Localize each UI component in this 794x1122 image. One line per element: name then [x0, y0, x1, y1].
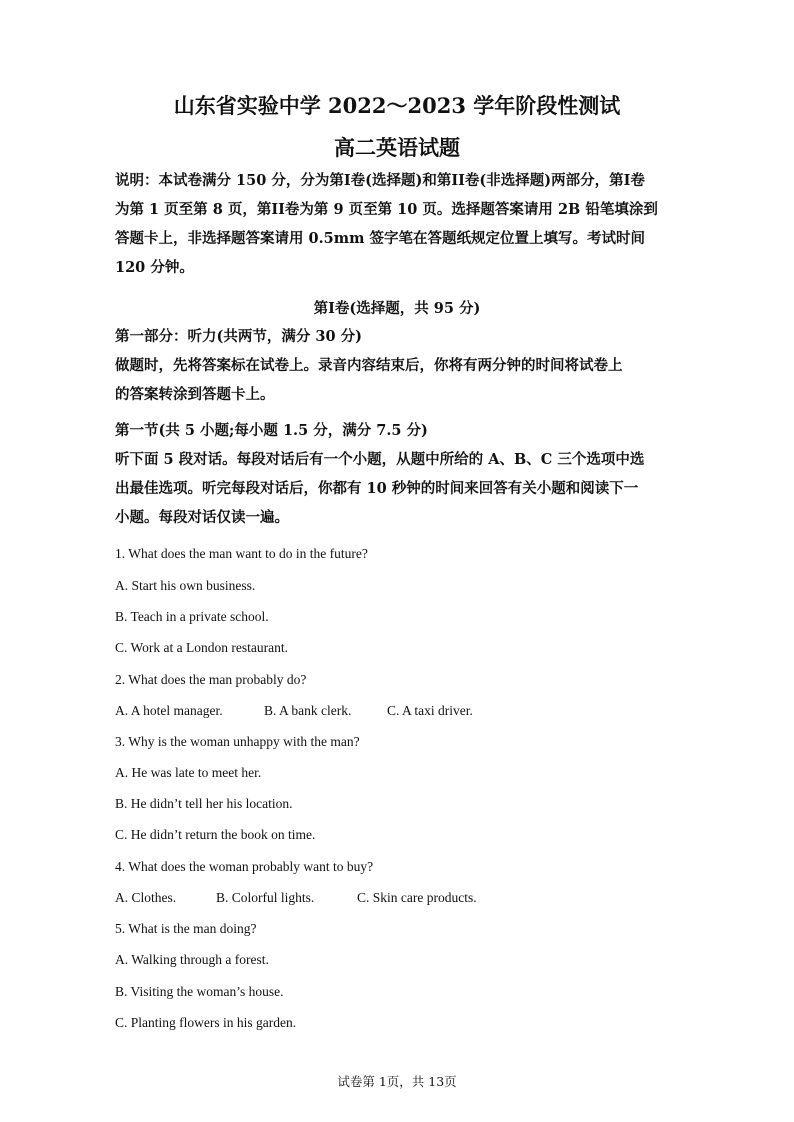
- part-description: 的答案转涂到答题卡上。: [115, 386, 275, 403]
- option-b: B. Visiting the woman’s house.: [115, 984, 284, 999]
- instructions-block: [115, 166, 685, 282]
- instructions-line: 120 分钟。: [115, 259, 194, 276]
- question-2: 2. What does the man probably do?: [115, 672, 307, 687]
- option-c: C. Work at a London restaurant.: [115, 640, 288, 655]
- option-a: A. Start his own business.: [115, 578, 256, 593]
- section-description: 小题。每段对话仅读一遍。: [115, 509, 289, 526]
- option-b: B. Teach in a private school.: [115, 609, 269, 624]
- option-c: C. He didn’t return the book on time.: [115, 827, 316, 842]
- question-5: 5. What is the man doing?: [115, 921, 257, 936]
- option-a: A. A hotel manager.: [115, 703, 223, 718]
- section-heading: 第一节(共 5 小题;每小题 1.5 分，满分 7.5 分): [115, 422, 428, 439]
- instructions-line: 说明：本试卷满分 150 分，分为第I卷(选择题)和第II卷(非选择题)两部分，第I卷: [115, 172, 645, 189]
- option-c: C. Planting flowers in his garden.: [115, 1015, 297, 1030]
- part1-block: [115, 322, 685, 409]
- instructions-line: 为第 1 页至第 8 页，第II卷为第 9 页至第 10 页。选择题答案请用 2B 铅笔填涂到: [115, 201, 658, 218]
- exam-title: 山东省实验中学 2022～2023 学年阶段性测试: [173, 93, 621, 118]
- section1-block: [115, 416, 685, 532]
- part-heading: 第一部分：听力(共两节，满分 30 分): [115, 328, 362, 345]
- question-1: 1. What does the man want to do in the future?: [115, 546, 368, 561]
- option-c: C. Skin care products.: [357, 890, 477, 905]
- page-footer: 试卷第 1页，共 13页: [337, 1074, 457, 1089]
- question-4: 4. What does the woman probably want to buy?: [115, 859, 374, 874]
- options-row: [115, 890, 477, 906]
- option-b: B. He didn’t tell her his location.: [115, 796, 293, 811]
- section-description: 听下面 5 段对话。每段对话后有一个小题，从题中所给的 A、B、C 三个选项中选: [115, 451, 645, 468]
- question-3: 3. Why is the woman unhappy with the man?: [115, 734, 360, 749]
- section-description: 出最佳选项。听完每段对话后，你都有 10 秒钟的时间来回答有关小题和阅读下一: [115, 480, 639, 497]
- option-a: A. Clothes.: [115, 890, 177, 905]
- option-b: B. A bank clerk.: [264, 703, 352, 718]
- options-row: [115, 703, 473, 719]
- option-a: A. Walking through a forest.: [115, 952, 269, 967]
- exam-subtitle: 高二英语试题: [334, 135, 460, 160]
- instructions-line: 答题卡上，非选择题答案请用 0.5mm 签字笔在答题纸规定位置上填写。考试时间: [115, 230, 646, 247]
- option-a: A. He was late to meet her.: [115, 765, 262, 780]
- part-description: 做题时，先将答案标在试卷上。录音内容结束后，你将有两分钟的时间将试卷上: [115, 357, 623, 374]
- option-b: B. Colorful lights.: [216, 890, 315, 905]
- volume-heading: 第I卷(选择题，共 95 分): [313, 300, 481, 317]
- option-c: C. A taxi driver.: [387, 703, 473, 718]
